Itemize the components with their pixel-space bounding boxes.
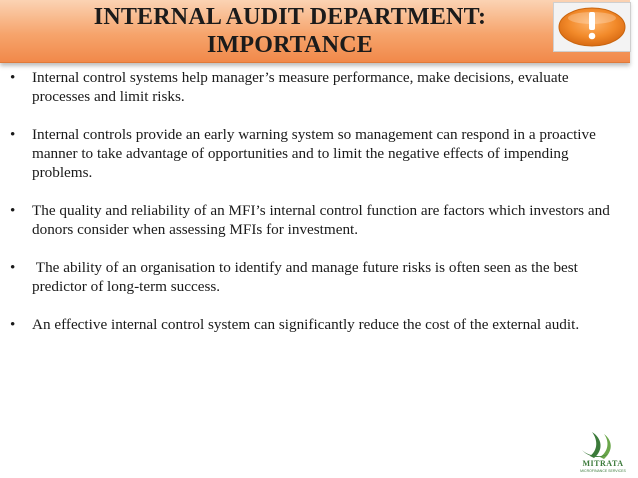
logo-name: MITRATA — [582, 459, 624, 468]
slide-title — [30, 3, 550, 59]
bullet-text: The ability of an organisation to identify and manage future risks is often seen as the best predictor of long-term success. — [32, 259, 582, 295]
list-item — [10, 315, 630, 334]
list-item — [10, 125, 630, 182]
bullet-marker: • — [10, 316, 16, 333]
list-item — [10, 201, 630, 239]
logo-tagline: MICROFINANCE SERVICES — [580, 469, 626, 473]
slide-title-line2: IMPORTANCE — [206, 32, 374, 58]
bullet-marker: • — [10, 69, 16, 86]
slide-title-line1: INTERNAL AUDIT DEPARTMENT: — [93, 4, 487, 30]
bullet-text: The quality and reliability of an MFI’s internal control function are factors which investors and donors consider when assessing MFIs for investment. — [32, 202, 610, 238]
list-item — [10, 258, 630, 296]
bullet-text: Internal controls provide an early warning system so management can respond in a proactive manner to take advantage of opportunities and to limit the negative effects of impending problems. — [32, 126, 596, 181]
list-item — [10, 68, 630, 106]
exclamation-alert-icon — [553, 2, 631, 52]
title-banner — [0, 0, 630, 63]
bullet-marker: • — [10, 259, 16, 276]
bullet-marker: • — [10, 126, 16, 143]
bullet-marker: • — [10, 202, 16, 219]
bullet-text: An effective internal control system can significantly reduce the cost of the external audit. — [32, 316, 580, 333]
bullet-list — [10, 68, 630, 353]
bullet-text: Internal control systems help manager’s measure performance, make decisions, evaluate processes and limit risks. — [32, 69, 569, 105]
